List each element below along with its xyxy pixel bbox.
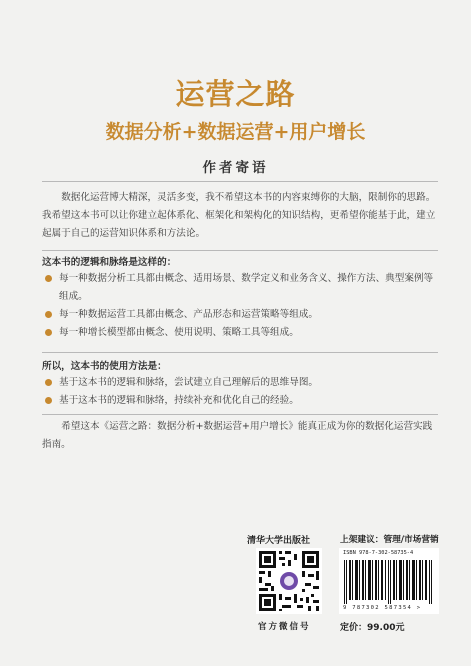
bullet-dot-icon — [45, 397, 52, 404]
price: 定价：99.00元 — [340, 623, 405, 633]
publisher-name: 清华大学出版社 — [247, 536, 311, 546]
logic-item-text: 每一种数据运营工具都由概念、产品形态和运营策略等组成。 — [59, 309, 319, 320]
isbn-label: ISBN 978-7-302-58735-4 — [343, 550, 414, 556]
barcode — [339, 548, 439, 614]
bullet-dot-icon — [45, 311, 52, 318]
logic-item — [42, 270, 438, 306]
qr-code[interactable] — [256, 548, 322, 614]
usage-item — [42, 374, 438, 392]
usage-heading: 所以，这本书的使用方法是： — [42, 361, 167, 372]
logic-item-text: 每一种增长模型都由概念、使用说明、策略工具等组成。 — [59, 327, 299, 338]
bullet-dot-icon — [45, 379, 52, 386]
logic-heading: 这本书的逻辑和脉络是这样的： — [42, 257, 177, 268]
usage-item-text: 基于这本书的逻辑和脉络，尝试建立自己理解后的思维导图。 — [59, 377, 319, 388]
logic-item-text: 每一种数据分析工具都由概念、适用场景、数学定义和业务含义、操作方法、典型案例等组成。 — [59, 273, 434, 302]
section-divider — [42, 352, 438, 353]
bullet-dot-icon — [45, 329, 52, 336]
section-divider — [42, 414, 438, 415]
section-divider — [42, 250, 438, 251]
preface-paragraph: 数据化运营博大精深，灵活多变，我不希望这本书的内容束缚你的大脑，限制你的思路。我希望这本书可以让你建立起体系化、框架化和架构化的知识结构，更希望你能基于此，建立起属于自己的运营知识体系和方法论。 — [42, 192, 436, 239]
qr-code-icon — [256, 548, 322, 614]
preface-heading: 作者寄语 — [202, 160, 269, 176]
usage-item-text: 基于这本书的逻辑和脉络，持续补充和优化自己的经验。 — [59, 395, 299, 406]
closing-paragraph: 希望这本《运营之路：数据分析+数据运营+用户增长》能真正成为你的数据化运营实践指南。 — [42, 421, 433, 450]
usage-item — [42, 392, 438, 410]
book-subtitle: 数据分析+数据运营+用户增长 — [105, 121, 366, 143]
logic-item — [42, 324, 438, 342]
logic-item — [42, 306, 438, 324]
barcode-digits: 9 787302 587354 > — [343, 605, 422, 611]
bullet-dot-icon — [45, 275, 52, 282]
top-divider — [42, 181, 438, 182]
qr-caption: 官方微信号 — [258, 622, 311, 632]
book-title: 运营之路 — [175, 77, 296, 111]
shelf-advice: 上架建议：管理/市场营销 — [340, 535, 439, 545]
barcode-icon — [344, 560, 434, 604]
